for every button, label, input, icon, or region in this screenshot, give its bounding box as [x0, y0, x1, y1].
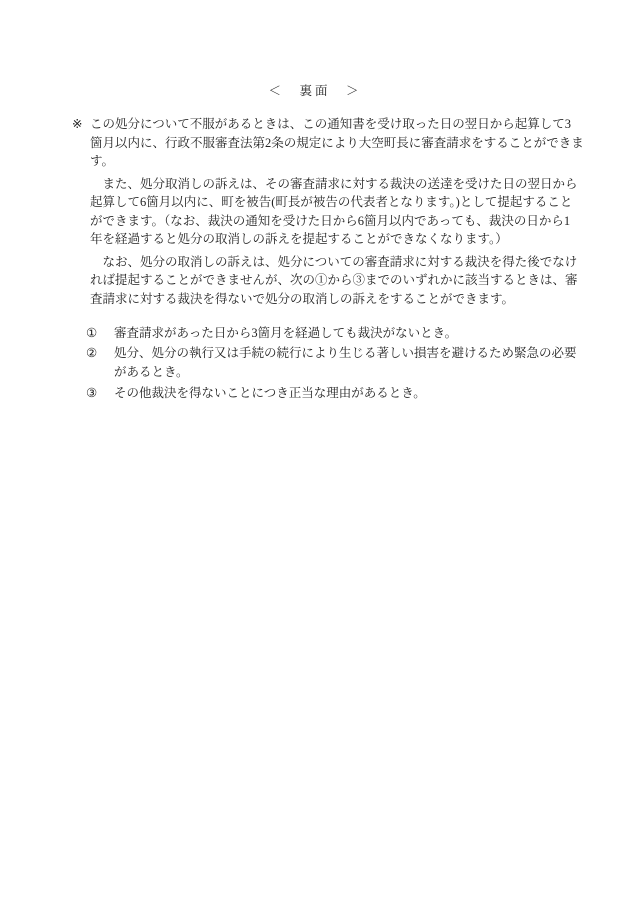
conditions-list — [86, 322, 590, 403]
item-line: 審査請求があった日から3箇月を経過しても裁決がないとき。 — [114, 325, 458, 340]
item-number: ① — [86, 325, 98, 340]
item-line: その他裁決を得ないことにつき正当な理由があるとき。 — [114, 385, 426, 400]
notice-line: ができます。（なお、裁決の通知を受けた日から6箇月以内であっても、裁決の日から1 — [90, 213, 571, 228]
item-line: 処分、処分の執行又は手続の続行により生じる著しい損害を避けるため緊急の必要 — [114, 346, 577, 360]
list-item — [86, 344, 590, 382]
notice-line: なお、処分の取消しの訴えは、処分についての審査請求に対する裁決を得た後でなけ — [102, 254, 578, 269]
item-line: があるとき。 — [114, 365, 189, 379]
item-number: ② — [86, 346, 98, 360]
item-text — [114, 384, 590, 403]
notice-line: また、処分取消しの訴えは、その審査請求に対する裁決の送達を受けた日の翌日から — [102, 176, 578, 191]
notice-line: す。 — [90, 154, 115, 168]
notice-line: この処分について不服があるときは、この通知書を受け取った日の翌日から起算して3 — [90, 117, 572, 131]
list-item — [86, 384, 590, 403]
page-side-label: ＜ 裏面 ＞ — [268, 84, 362, 98]
notice-line: れば提起することができませんが、次の①から③までのいずれかに該当するときは、審 — [90, 273, 578, 287]
notice-text — [90, 115, 582, 308]
item-number: ③ — [86, 385, 98, 400]
notice-line: 起算して6箇月以内に、町を被告(町長が被告の代表者となります。)として提起すること — [90, 195, 573, 209]
notice-line: 箇月以内に、行政不服審査法第2条の規定により大空町長に審査請求をすることができま — [90, 135, 584, 150]
notice-line: 年を経過すると処分の取消しの訴えを提起することができなくなります。） — [90, 232, 508, 246]
note-marker: ※ — [72, 117, 83, 131]
notice-block — [72, 115, 582, 308]
notice-line: 査請求に対する裁決を得ないで処分の取消しの訴えをすることができます。 — [90, 291, 515, 306]
item-text — [114, 344, 590, 382]
list-item — [86, 324, 590, 343]
item-text — [114, 324, 590, 343]
